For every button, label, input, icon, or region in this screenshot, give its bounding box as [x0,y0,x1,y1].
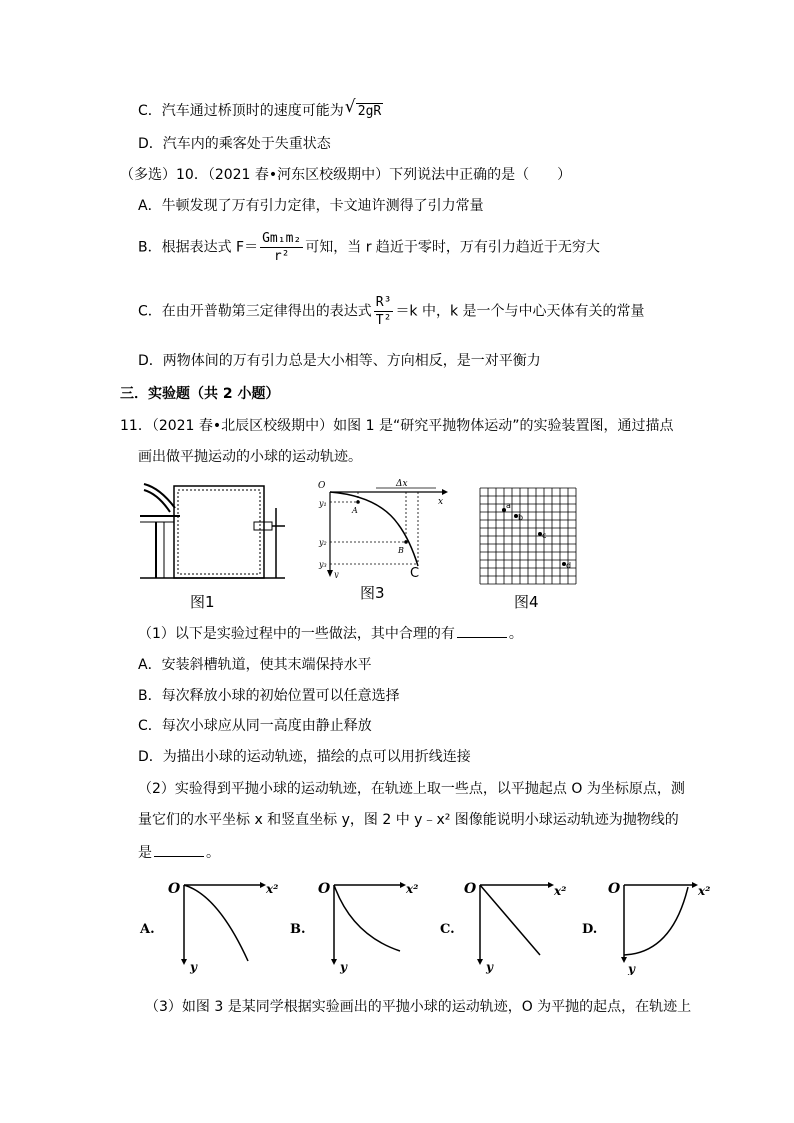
graph-b-origin: O [318,881,331,897]
figure-1-apparatus [140,478,285,583]
answer-blank-2[interactable] [154,842,204,857]
graph-b-label: B. [290,922,306,937]
q11-sub2-line2: 量它们的水平坐标 x 和竖直坐标 y，图 2 中 y﹣x² 图像能说明小球运动轨迹为抛物线的 [138,812,679,828]
q9-option-c-text: C．汽车通过桥顶时的速度可能为 [138,103,344,119]
grid-point-d-label: d [566,561,572,570]
graph-a-x2: x² [266,882,279,896]
graph-a-curve [184,885,248,961]
graph-b-y: y [340,960,347,974]
graph-b-x2: x² [406,882,419,896]
q11-sub1-end: 。 [508,626,523,642]
graph-c-line [480,885,540,955]
gravitation-fraction [260,230,303,265]
graph-c-label: C. [440,922,455,937]
q11-sub1-prompt [138,623,523,644]
q10-option-c-pre: C．在由开普勒第三定律得出的表达式 [138,303,372,320]
graph-d-label: D. [582,922,598,937]
fraction-numerator: Gm₁m₂ [262,231,302,246]
fig3-point-c-label: C [410,566,420,578]
q11-sub2-line3-text: 是 [138,845,152,861]
q11-sub1-text: （1）以下是实验过程中的一些做法，其中合理的有 [138,626,455,642]
q11-sub1-option-b: B．每次释放小球的初始位置可以任意选择 [138,688,400,704]
q10-option-b [138,230,600,265]
graph-d-origin: O [608,881,621,897]
fig3-dx-label: Δx [396,479,408,489]
grid-point-c-label: c [542,531,547,540]
q10-option-c [138,294,645,329]
fraction-denominator: r² [273,249,290,264]
q11-sub1-option-d: D．为描出小球的运动轨迹，描绘的点可以用折线连接 [138,749,471,765]
fig3-x-label: x [438,497,444,507]
fraction-numerator: R³ [375,295,392,310]
q11-sub2-end: 。 [206,845,220,861]
q11-intro-line2: 画出做平抛运动的小球的运动轨迹。 [138,449,362,465]
graph-d-curve [624,887,688,955]
q11-sub2-line3 [138,842,220,863]
fig3-point-b-label: B [398,546,404,555]
q10-option-a: A．牛顿发现了万有引力定律，卡文迪许测得了引力常量 [138,198,484,214]
answer-blank-1[interactable] [457,623,507,638]
fig3-y2-label: y₂ [319,538,327,547]
fig3-y1-label: y₁ [319,499,327,508]
grid-point-b-label: b [518,513,524,522]
q11-intro-line1: 11．（2021 春•北辰区校级期中）如图 1 是“研究平抛物体运动”的实验装置图，通过描点 [120,418,674,434]
figure-4-grid [476,486,586,586]
figure-4-caption: 图4 [514,593,539,611]
graph-c-x2: x² [554,884,567,898]
q11-sub1-option-c: C．每次小球应从同一高度由静止释放 [138,718,372,734]
graph-a-label: A. [140,922,155,937]
graph-c-origin: O [464,881,477,897]
graph-b-curve [334,885,400,951]
graph-options [138,875,728,975]
graph-d-x2: x² [698,884,711,898]
q10-option-c-post: ＝k 中，k 是一个与中心天体有关的常量 [395,303,645,320]
fig3-y-label: y [334,570,339,578]
q9-option-d: D．汽车内的乘客处于失重状态 [138,136,331,152]
q10-option-d: D．两物体间的万有引力总是大小相等、方向相反，是一对平衡力 [138,353,541,369]
fig3-point-a-label: A [352,506,358,515]
figure-1-caption: 图1 [190,593,215,611]
q10-option-b-pre: B．根据表达式 F＝ [138,239,259,256]
graph-a-y: y [190,960,197,974]
q11-sub1-option-a: A．安装斜槽轨道，使其末端保持水平 [138,657,372,673]
q11-sub2-line1: （2）实验得到平抛小球的运动轨迹，在轨迹上取一些点，以平抛起点 O 为坐标原点，测 [138,781,685,797]
figure-3-caption: 图3 [360,584,385,602]
fraction-denominator: T² [375,313,392,328]
grid-point-a-label: a [506,501,511,510]
q11-sub3-line1: （3）如图 3 是某同学根据实验画出的平抛小球的运动轨迹，O 为平抛的起点，在轨迹上 [145,999,692,1015]
sqrt-radicand: 2gR [357,104,382,119]
kepler-fraction [374,294,394,329]
section-title: 三．实验题（共 2 小题） [120,386,280,402]
q9-option-c [138,97,383,122]
fig3-y3-label: y₃ [319,560,327,569]
fig3-origin-label: O [318,481,326,491]
graph-c-y: y [486,960,493,974]
figure-3-trajectory [318,478,448,578]
q10-option-b-post: 可知，当 r 趋近于零时，万有引力趋近于无穷大 [305,239,600,256]
sqrt-expression: √ 2gR [344,97,382,119]
graph-d-y: y [628,962,635,975]
q10-header: （多选）10．（2021 春•河东区校级期中）下列说法中正确的是（ ） [120,167,572,183]
graph-a-origin: O [168,881,181,897]
